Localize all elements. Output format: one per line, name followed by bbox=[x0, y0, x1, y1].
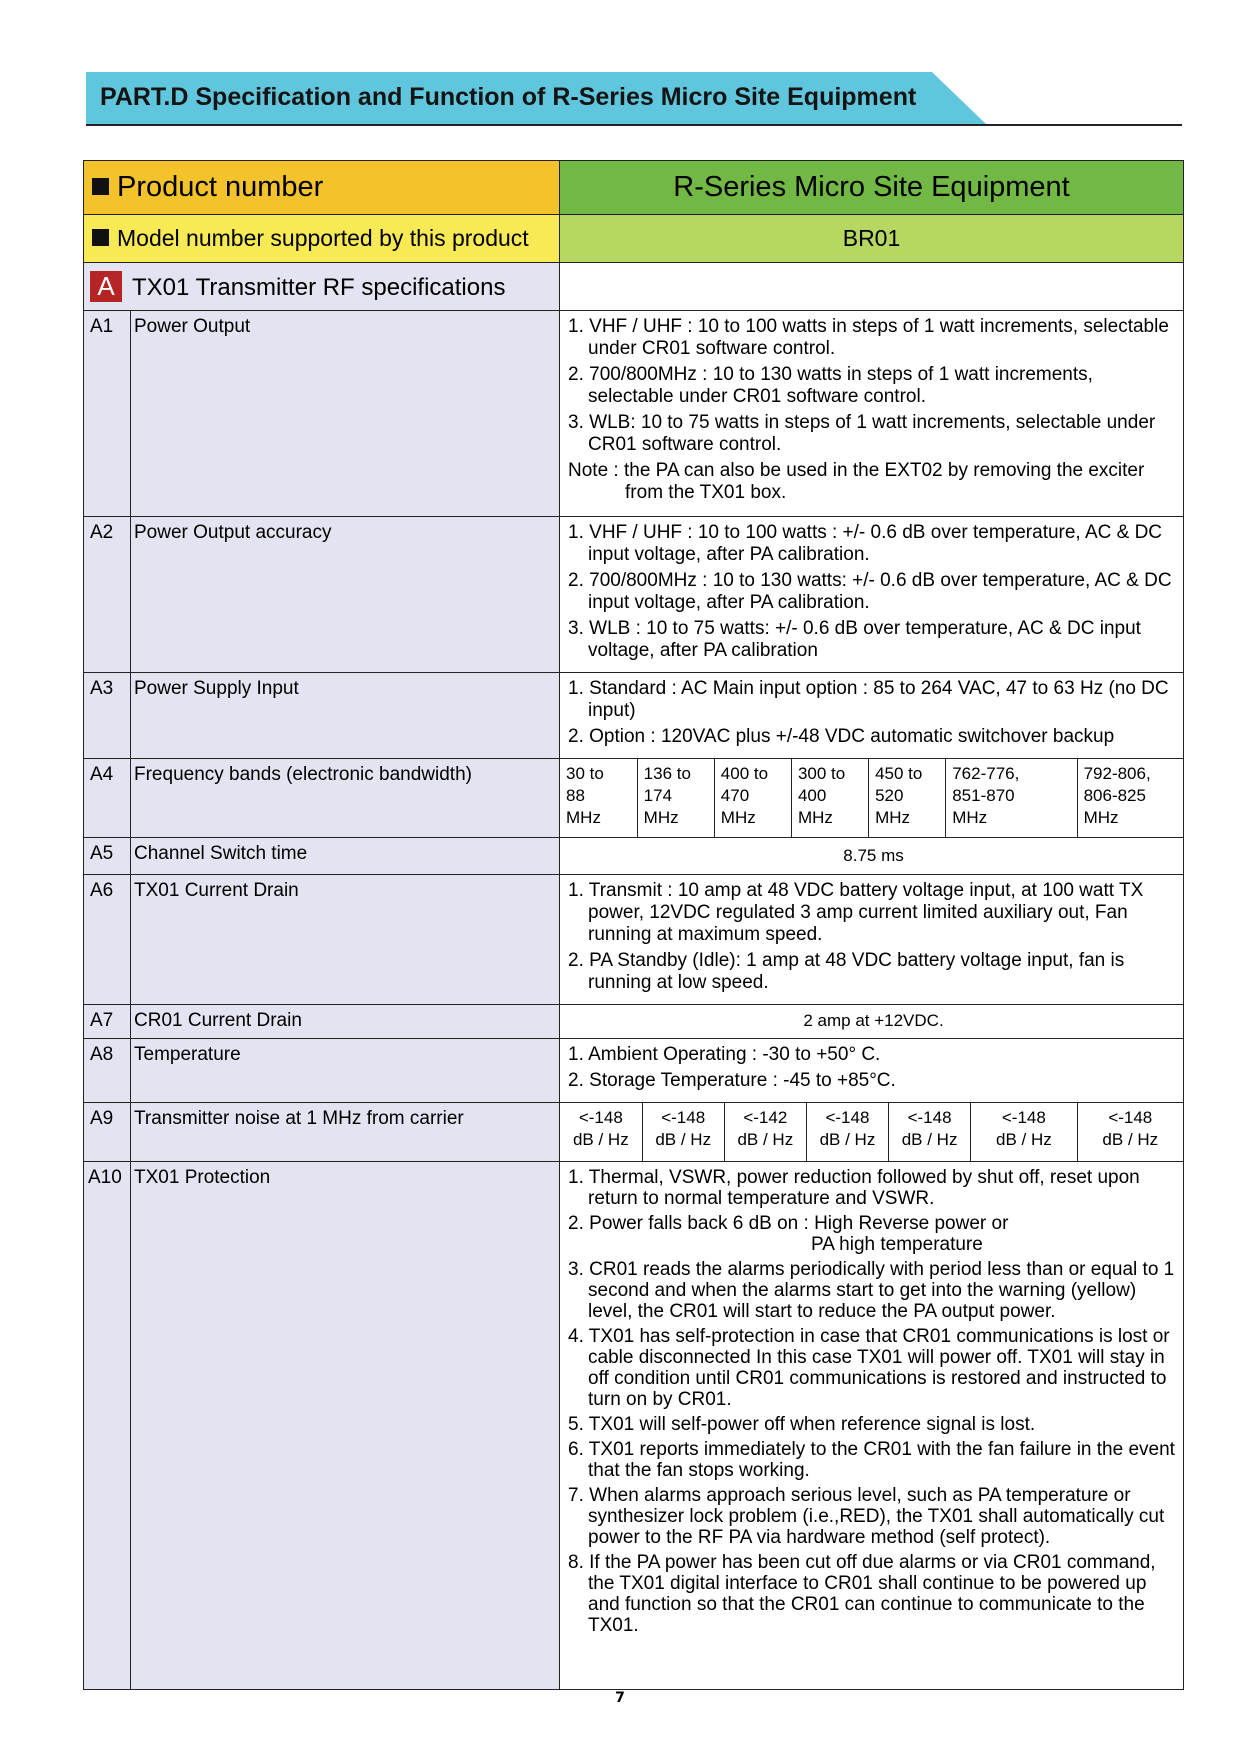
spec-item: 1. Standard : AC Main input option : 85 to 264 VAC, 47 to 63 Hz (no DC input) bbox=[568, 678, 1169, 721]
page-title: PART.D Specification and Function of R-Series Micro Site Equipment bbox=[100, 83, 917, 111]
band-cell: 762-776, 851-870 MHz bbox=[946, 759, 1077, 837]
spec-id: A9 bbox=[84, 1103, 131, 1162]
spec-item: 6. TX01 reports immediately to the CR01 with the fan failure in the event that the fan stops working. bbox=[568, 1439, 1175, 1481]
spec-id: A6 bbox=[84, 875, 131, 1005]
noise-cell: <-142 dB / Hz bbox=[724, 1103, 806, 1161]
spec-value bbox=[560, 759, 1184, 838]
spec-row-a3 bbox=[84, 673, 1184, 759]
spec-item: 2. PA Standby (Idle): 1 amp at 48 VDC battery voltage input, fan is running at low speed. bbox=[568, 950, 1125, 993]
spec-name: Power Supply Input bbox=[131, 673, 560, 759]
spec-item: 2. 700/800MHz : 10 to 130 watts in steps of 1 watt increments, selectable under CR01 software control. bbox=[568, 364, 1093, 407]
band-cell: 30 to 88 MHz bbox=[566, 764, 604, 827]
spec-value bbox=[560, 875, 1184, 1005]
spec-value bbox=[560, 517, 1184, 673]
spec-item: 7. When alarms approach serious level, such as PA temperature or synthesizer lock problem (i.e.,RED), the TX01 shall automatically cut power to the RF PA via hardware method (self protect). bbox=[568, 1485, 1165, 1548]
band-cell: 300 to 400 MHz bbox=[791, 759, 868, 837]
section-badge: A bbox=[90, 271, 122, 302]
spec-id: A3 bbox=[84, 673, 131, 759]
spec-name: Power Output bbox=[131, 311, 560, 517]
spec-item: 2. 700/800MHz : 10 to 130 watts: +/- 0.6 dB over temperature, AC & DC input voltage, after PA calibration. bbox=[568, 570, 1172, 613]
noise-cell: <-148 dB / Hz bbox=[572, 1108, 629, 1149]
spec-note: Note : the PA can also be used in the EXT02 by removing the exciter from the TX01 box. bbox=[568, 460, 1145, 503]
spec-row-a2 bbox=[84, 517, 1184, 673]
noise-cell: <-148 dB / Hz bbox=[971, 1103, 1077, 1161]
noise-cell: <-148 dB / Hz bbox=[889, 1103, 971, 1161]
spec-row-a5 bbox=[84, 838, 1184, 875]
square-bullet-icon bbox=[92, 229, 109, 246]
spec-value: 2 amp at +12VDC. bbox=[560, 1005, 1184, 1039]
spec-row-a6 bbox=[84, 875, 1184, 1005]
spec-item: 1. Transmit : 10 amp at 48 VDC battery voltage input, at 100 watt TX power, 12VDC regulated 3 amp current limited auxiliary out, Fan running at maximum speed. bbox=[568, 880, 1144, 945]
spec-item: 1. VHF / UHF : 10 to 100 watts : +/- 0.6 dB over temperature, AC & DC input voltage, after PA calibration. bbox=[568, 522, 1163, 565]
spec-value bbox=[560, 311, 1184, 517]
spec-value: 8.75 ms bbox=[560, 838, 1184, 875]
section-empty-cell bbox=[560, 263, 1184, 311]
spec-item: 1. VHF / UHF : 10 to 100 watts in steps of 1 watt increments, selectable under CR01 software control. bbox=[568, 316, 1169, 359]
spec-id: A8 bbox=[84, 1039, 131, 1103]
noise-table bbox=[560, 1103, 1183, 1161]
spec-id: A2 bbox=[84, 517, 131, 673]
model-number-cell bbox=[84, 215, 560, 263]
section-title: TX01 Transmitter RF specifications bbox=[132, 274, 506, 301]
spec-name: Frequency bands (electronic bandwidth) bbox=[131, 759, 560, 838]
spec-item: 5. TX01 will self-power off when reference signal is lost. bbox=[568, 1414, 1036, 1435]
spec-item-continuation: PA high temperature bbox=[811, 1234, 983, 1255]
spec-name: Transmitter noise at 1 MHz from carrier bbox=[131, 1103, 560, 1162]
spec-table bbox=[83, 160, 1184, 1690]
spec-item: 2. Option : 120VAC plus +/-48 VDC automatic switchover backup bbox=[568, 726, 1115, 747]
noise-cell: <-148 dB / Hz bbox=[642, 1103, 724, 1161]
noise-cell: <-148 dB / Hz bbox=[806, 1103, 888, 1161]
spec-id: A5 bbox=[84, 838, 131, 875]
product-number-cell bbox=[84, 161, 560, 215]
spec-item: 3. CR01 reads the alarms periodically with period less than or equal to 1 second and when the alarms start to get into the warning (yellow) level, the CR01 will start to reduce the PA output power. bbox=[568, 1259, 1175, 1322]
spec-id: A4 bbox=[84, 759, 131, 838]
spec-item: 4. TX01 has self-protection in case that CR01 communications is lost or cable disconnected In this case TX01 will power off. TX01 will stay in off condition until CR01 communications is restored and instructed to turn on by CR01. bbox=[568, 1326, 1170, 1410]
spec-item: 2. Power falls back 6 dB on : High Reverse power or bbox=[568, 1213, 1009, 1234]
spec-name: TX01 Current Drain bbox=[131, 875, 560, 1005]
header-rule bbox=[86, 124, 1182, 126]
spec-item: 1. Ambient Operating : -30 to +50° C. bbox=[568, 1044, 881, 1065]
product-number-row bbox=[84, 161, 1184, 215]
spec-value bbox=[560, 673, 1184, 759]
section-header-row bbox=[84, 263, 1184, 311]
band-cell: 136 to 174 MHz bbox=[637, 759, 714, 837]
square-bullet-icon bbox=[92, 178, 109, 195]
spec-item: 8. If the PA power has been cut off due alarms or via CR01 command, the TX01 digital interface to CR01 shall continue to be powered up and function so that the CR01 can continue to communicate to the TX01. bbox=[568, 1552, 1156, 1636]
page-number: 7 bbox=[615, 1690, 625, 1706]
band-cell: 792-806, 806-825 MHz bbox=[1077, 759, 1183, 837]
product-name: R-Series Micro Site Equipment bbox=[560, 161, 1184, 215]
spec-row-a9 bbox=[84, 1103, 1184, 1162]
model-number-row bbox=[84, 215, 1184, 263]
spec-item: 3. WLB : 10 to 75 watts: +/- 0.6 dB over temperature, AC & DC input voltage, after PA calibration bbox=[568, 618, 1141, 661]
spec-item: 2. Storage Temperature : -45 to +85°C. bbox=[568, 1070, 896, 1091]
noise-cell: <-148 dB / Hz bbox=[1077, 1103, 1183, 1161]
spec-item: 3. WLB: 10 to 75 watts in steps of 1 watt increments, selectable under CR01 software control. bbox=[568, 412, 1156, 455]
spec-row-a8 bbox=[84, 1039, 1184, 1103]
spec-row-a10 bbox=[84, 1162, 1184, 1690]
band-cell: 400 to 470 MHz bbox=[714, 759, 791, 837]
spec-name: Power Output accuracy bbox=[131, 517, 560, 673]
spec-name: Channel Switch time bbox=[131, 838, 560, 875]
spec-id: A1 bbox=[84, 311, 131, 517]
model-number-label: Model number supported by this product bbox=[117, 225, 529, 251]
section-title-cell bbox=[84, 263, 560, 311]
spec-name: TX01 Protection bbox=[131, 1162, 560, 1690]
model-number-value: BR01 bbox=[560, 215, 1184, 263]
spec-value bbox=[560, 1103, 1184, 1162]
spec-value bbox=[560, 1162, 1184, 1690]
spec-id: A10 bbox=[84, 1162, 131, 1690]
spec-row-a1 bbox=[84, 311, 1184, 517]
spec-row-a4 bbox=[84, 759, 1184, 838]
frequency-bands-table bbox=[560, 759, 1183, 837]
spec-item: 1. Thermal, VSWR, power reduction followed by shut off, reset upon return to normal temperature and VSWR. bbox=[568, 1167, 1140, 1209]
spec-row-a7 bbox=[84, 1005, 1184, 1039]
spec-name: CR01 Current Drain bbox=[131, 1005, 560, 1039]
band-cell: 450 to 520 MHz bbox=[869, 759, 946, 837]
spec-value bbox=[560, 1039, 1184, 1103]
spec-name: Temperature bbox=[131, 1039, 560, 1103]
spec-id: A7 bbox=[84, 1005, 131, 1039]
product-number-label: Product number bbox=[117, 171, 324, 203]
